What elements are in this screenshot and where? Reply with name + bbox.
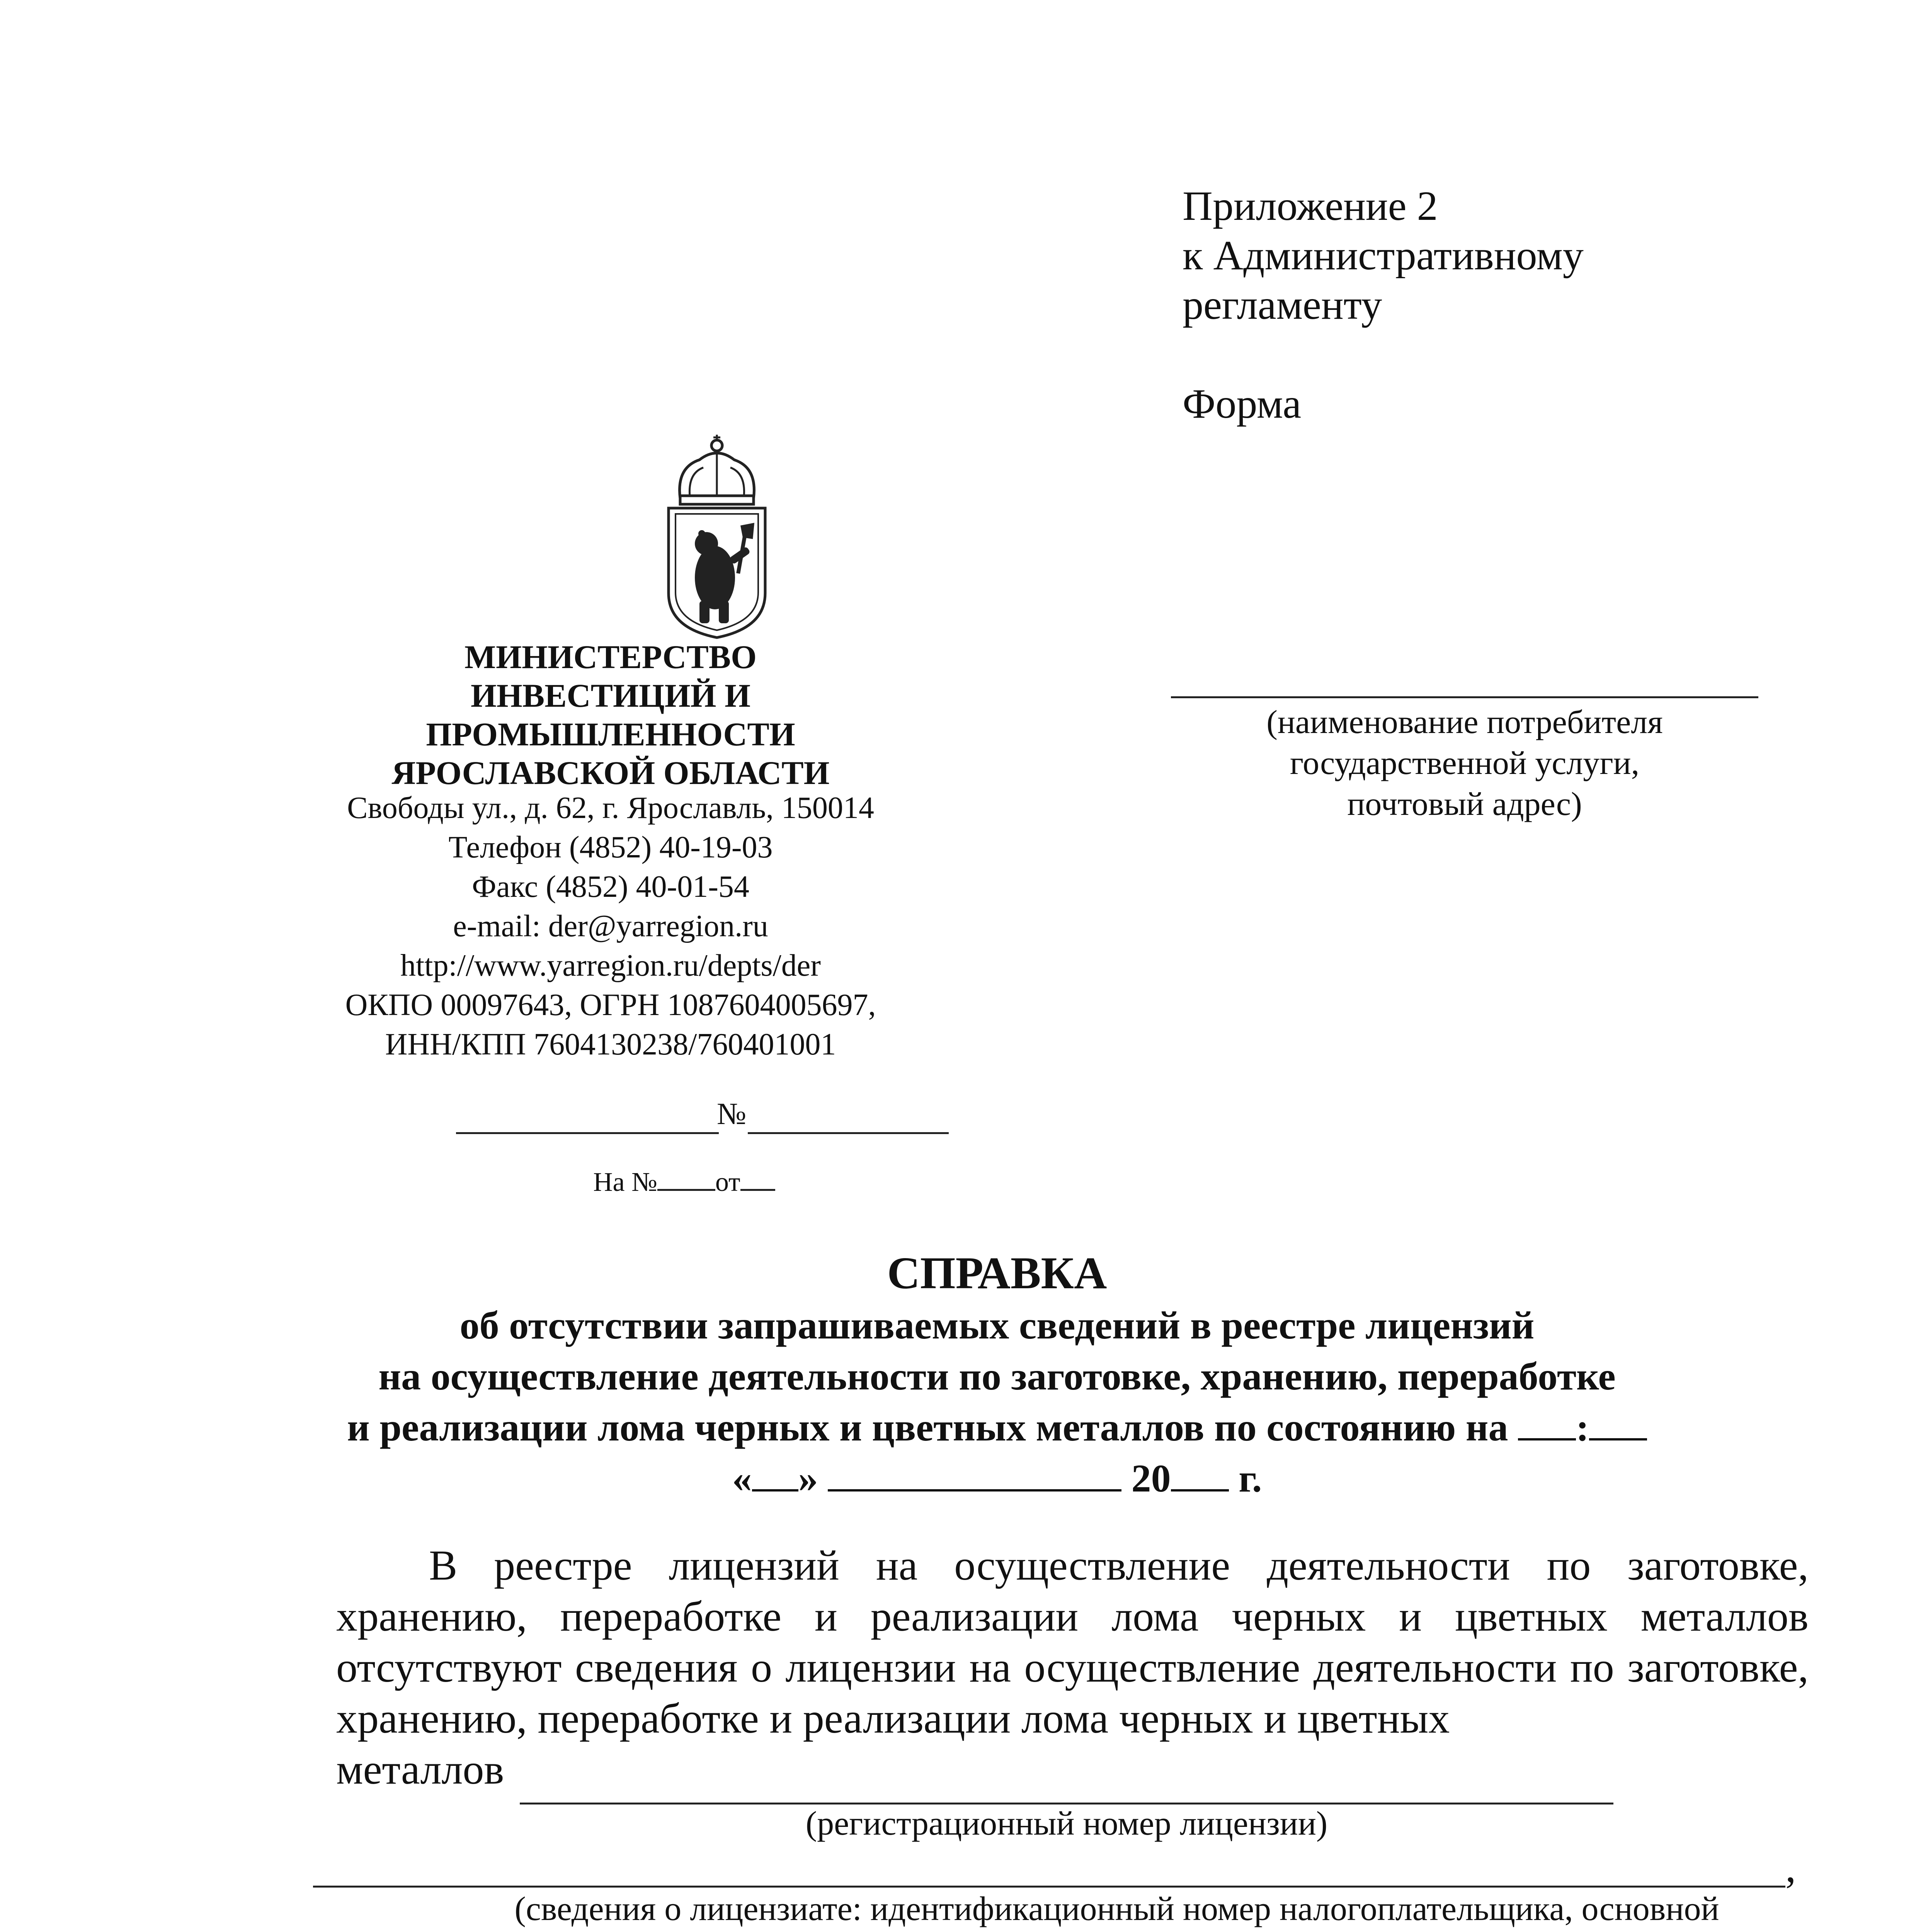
subtitle-line-3 <box>263 1402 1731 1453</box>
street-address: Свободы ул., д. 62, г. Ярославль, 150014 <box>347 791 874 825</box>
outgoing-number-line <box>748 1132 949 1134</box>
year-prefix: 20 <box>1131 1457 1171 1500</box>
outgoing-number-sign: № <box>717 1097 747 1131</box>
phone-number: Телефон (4852) 40-19-03 <box>448 830 773 864</box>
ministry-name <box>301 638 920 792</box>
from-blank <box>740 1166 775 1191</box>
quote-close: » <box>798 1457 818 1500</box>
on-number-label: На № <box>593 1167 657 1197</box>
ministry-line-1: МИНИСТЕРСТВО <box>465 638 757 675</box>
metals-label: металлов <box>336 1746 504 1793</box>
recipient-caption-line-1: (наименование потребителя <box>1266 703 1663 740</box>
inn-kpp: ИНН/КПП 7604130238/760401001 <box>385 1027 836 1061</box>
licensee-caption-line-1: (сведения о лицензиате: идентификационный номер налогоплательщика, основной <box>514 1890 1719 1928</box>
body-text: В реестре лицензий на осуществление деятельности по заготовке, хранению, переработке и реализации лома черных и цветных металлов отсутствуют сведения о лицензии на осуществление деятельности по заготовке, хранению, переработке и реализации лома черных и цветных <box>336 1542 1809 1742</box>
ministry-line-3: ЯРОСЛАВСКОЙ ОБЛАСТИ <box>391 754 830 791</box>
licensee-caption <box>386 1888 1847 1932</box>
recipient-caption-line-2: государственной услуги, <box>1290 744 1640 781</box>
body-paragraph <box>336 1540 1809 1795</box>
time-colon: : <box>1576 1406 1589 1449</box>
recipient-line <box>1171 696 1758 698</box>
registration-number-caption: (регистрационный номер лицензии) <box>805 1805 1328 1842</box>
incoming-reference <box>593 1165 775 1200</box>
year-suffix: г. <box>1239 1457 1262 1500</box>
hour-blank <box>1518 1411 1576 1440</box>
minute-blank <box>1589 1411 1647 1440</box>
fax-number: Факс (4852) 40-01-54 <box>472 870 749 904</box>
year-blank <box>1171 1462 1229 1492</box>
ministry-line-2: ИНВЕСТИЦИЙ И ПРОМЫШЛЕННОСТИ <box>426 677 795 753</box>
document-title: СПРАВКА <box>887 1248 1107 1298</box>
form-label: Форма <box>1183 381 1302 427</box>
annex-number: Приложение 2 <box>1183 183 1438 229</box>
subtitle-line-2: на осуществление деятельности по заготовке, хранению, переработке <box>378 1355 1616 1398</box>
annex-regulation: регламенту <box>1183 282 1382 328</box>
recipient-caption-line-3: почтовый адрес) <box>1347 785 1582 822</box>
month-blank <box>828 1462 1121 1492</box>
recipient-caption <box>1171 701 1758 824</box>
ministry-contacts <box>301 788 920 1064</box>
licensee-comma: , <box>1785 1844 1796 1891</box>
from-label: от <box>715 1167 740 1197</box>
okpo-ogrn: ОКПО 00097643, ОГРН 1087604005697, <box>345 988 876 1022</box>
annex-block <box>1183 182 1584 429</box>
website-url: http://www.yarregion.ru/depts/der <box>400 949 821 983</box>
day-blank <box>752 1462 798 1492</box>
annex-reference: к Административному <box>1183 233 1584 279</box>
on-number-blank <box>657 1166 715 1191</box>
quote-open: « <box>732 1457 752 1500</box>
email-address: e-mail: der@yarregion.ru <box>453 909 768 943</box>
outgoing-date-line <box>456 1132 719 1134</box>
coat-of-arms-icon <box>653 431 781 639</box>
subtitle-date-line <box>263 1453 1731 1504</box>
subtitle-line-1: об отсутствии запрашиваемых сведений в реестре лицензий <box>459 1304 1535 1347</box>
document-subtitle <box>263 1300 1731 1504</box>
subtitle-line-3-text: и реализации лома черных и цветных металлов по состоянию на <box>347 1406 1508 1449</box>
